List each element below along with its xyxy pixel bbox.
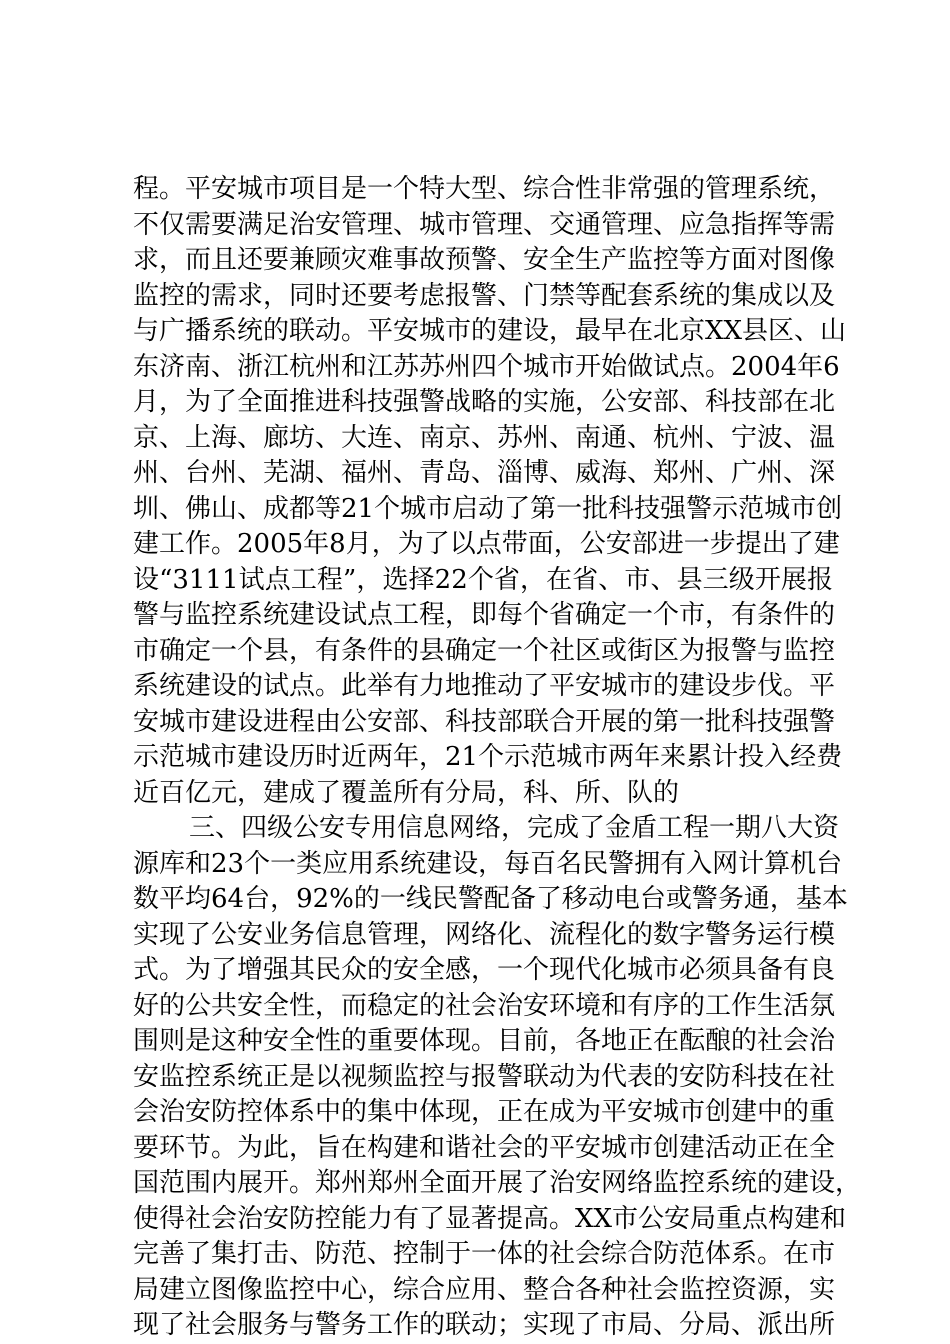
text-line: 好的公共安全性，而稳定的社会治安环境和有序的工作生活氛 [133, 990, 836, 1021]
text-line: 会治安防控体系中的集中体现，正在成为平安城市创建中的重 [133, 1097, 836, 1127]
text-line: 现了社会服务与警务工作的联动；实现了市局、分局、派出所 [133, 1310, 836, 1340]
text-line: 实现了公安业务信息管理，网络化、流程化的数字警务运行模 [133, 919, 836, 950]
text-line: 月，为了全面推进科技强警战略的实施，公安部、科技部在北 [133, 387, 836, 417]
text-line: 与广播系统的联动。平安城市的建设，最早在北京XX县区、山 [133, 316, 847, 346]
text-line: 要环节。为此，旨在构建和谐社会的平安城市创建活动正在全 [133, 1132, 836, 1163]
text-line: 求，而且还要兼顾灾难事故预警、安全生产监控等方面对图像 [133, 245, 836, 275]
text-line: 不仅需要满足治安管理、城市管理、交通管理、应急指挥等需 [133, 209, 836, 240]
text-line: 使得社会治安防控能力有了显著提高。XX市公安局重点构建和 [133, 1203, 847, 1234]
text-line: 市确定一个县，有条件的县确定一个社区或街区为报警与监控 [133, 635, 836, 666]
text-line: 州、台州、芜湖、福州、青岛、淄博、威海、郑州、广州、深 [133, 458, 836, 488]
text-line: 三、四级公安专用信息网络，完成了金盾工程一期八大资 [189, 813, 840, 843]
text-line: 程。平安城市项目是一个特大型、综合性非常强的管理系统， [133, 174, 836, 204]
text-line: 局建立图像监控中心，综合应用、整合各种社会监控资源，实 [133, 1274, 836, 1305]
text-line: 完善了集打击、防范、控制于一体的社会综合防范体系。在市 [133, 1239, 836, 1269]
text-line: 京、上海、廊坊、大连、南京、苏州、南通、杭州、宁波、温 [133, 422, 836, 453]
text-line: 建工作。2005年8月，为了以点带面，公安部进一步提出了建 [133, 529, 840, 559]
document-body [133, 172, 862, 1344]
text-line: 示范城市建设历时近两年，21个示范城市两年来累计投入经费 [133, 742, 843, 772]
text-line: 式。为了增强其民众的安全感，一个现代化城市必须具备有良 [133, 955, 836, 985]
text-line: 数平均64台，92%的一线民警配备了移动电台或警务通，基本 [133, 884, 848, 914]
text-line: 安城市建设进程由公安部、科技部联合开展的第一批科技强警 [133, 706, 836, 737]
text-line: 警与监控系统建设试点工程，即每个省确定一个市，有条件的 [133, 600, 836, 630]
text-line: 国范围内展开。郑州郑州全面开展了治安网络监控系统的建设， [133, 1168, 862, 1198]
text-line: 圳、佛山、成都等21个城市启动了第一批科技强警示范城市创 [133, 493, 843, 524]
text-line: 安监控系统正是以视频监控与报警联动为代表的安防科技在社 [133, 1061, 836, 1092]
paragraph [133, 172, 847, 811]
paragraph [133, 811, 862, 1344]
text-line: 系统建设的试点。此举有力地推动了平安城市的建设步伐。平 [133, 671, 836, 701]
text-line: 东济南、浙江杭州和江苏苏州四个城市开始做试点。2004年6 [133, 351, 840, 382]
text-line: 监控的需求，同时还要考虑报警、门禁等配套系统的集成以及 [133, 280, 836, 311]
text-line: 近百亿元，建成了覆盖所有分局，科、所、队的 [133, 777, 680, 808]
text-line: 围则是这种安全性的重要体现。目前，各地正在酝酿的社会治 [133, 1026, 836, 1056]
text-line: 源库和23个一类应用系统建设，每百名民警拥有入网计算机台 [133, 848, 843, 879]
text-line: 设“3111试点工程”，选择22个省，在省、市、县三级开展报 [133, 564, 833, 595]
